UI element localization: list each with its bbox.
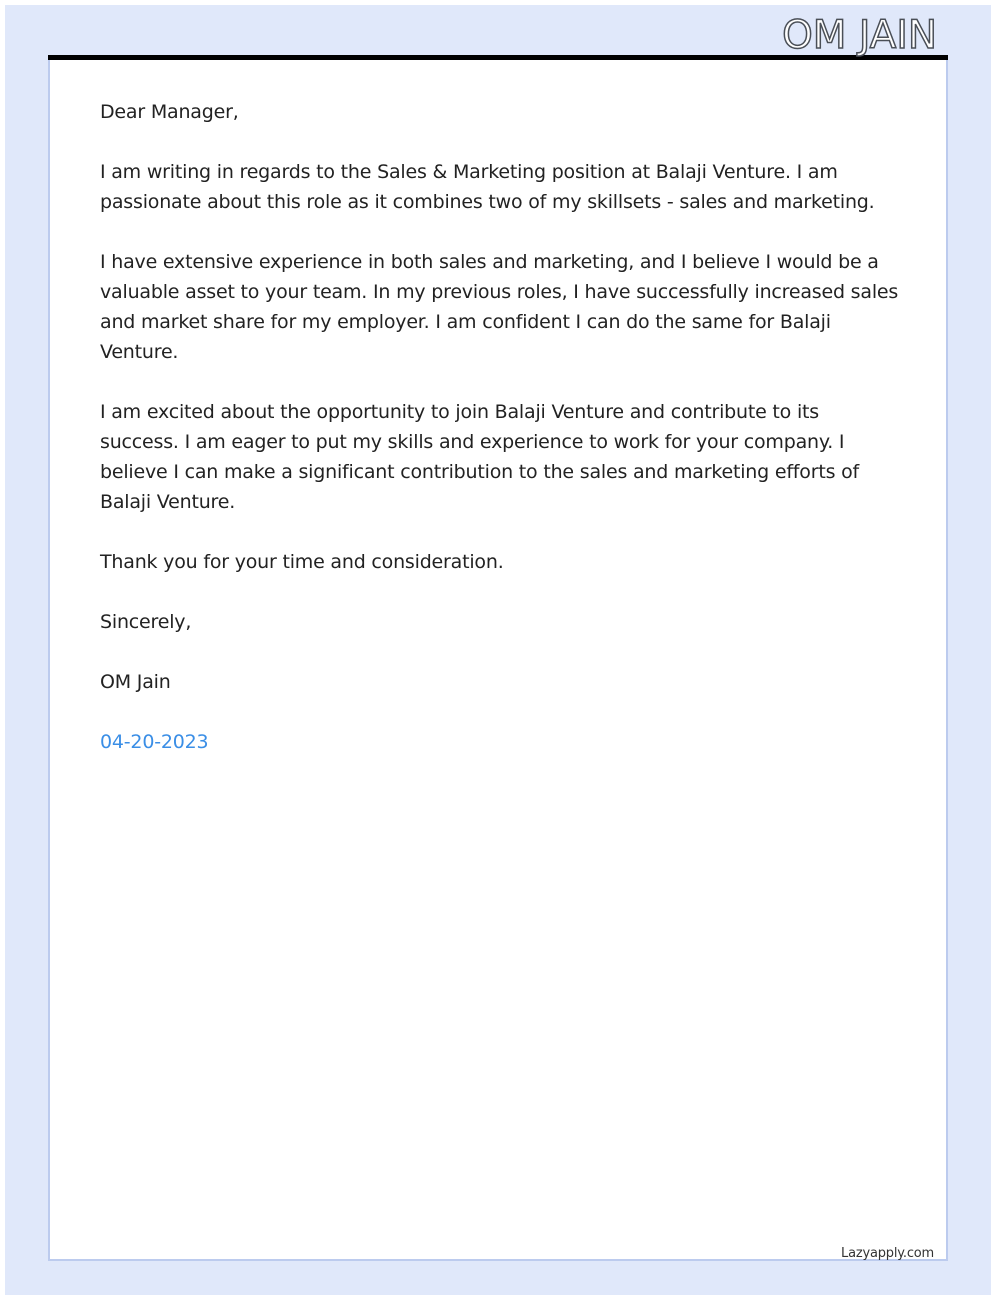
salutation: Dear Manager, xyxy=(100,101,239,123)
paragraph-thanks: Thank you for your time and consideration. xyxy=(100,551,504,573)
applicant-name-header: OM JAIN xyxy=(782,13,937,58)
signature-name: OM Jain xyxy=(100,671,171,693)
paragraph-motivation: I am excited about the opportunity to join Balaji Venture and contribute to its success. I am eager to put my skills and experience to work for your company. I believe I can make a significant contribution to the sales and marketing efforts of Balaji Venture. xyxy=(100,401,860,513)
letter-body xyxy=(100,97,900,787)
paragraph-intro: I am writing in regards to the Sales & Marketing position at Balaji Venture. I am passionate about this role as it combines two of my skillsets - sales and marketing. xyxy=(100,161,875,213)
closing: Sincerely, xyxy=(100,611,192,633)
letter-date: 04-20-2023 xyxy=(100,731,209,753)
footer-credit: Lazyapply.com xyxy=(841,1246,934,1261)
paragraph-experience: I have extensive experience in both sales and marketing, and I believe I would be a valuable asset to your team. In my previous roles, I have successfully increased sales and market share for my employer. I am confident I can do the same for Balaji Venture. xyxy=(100,251,899,363)
